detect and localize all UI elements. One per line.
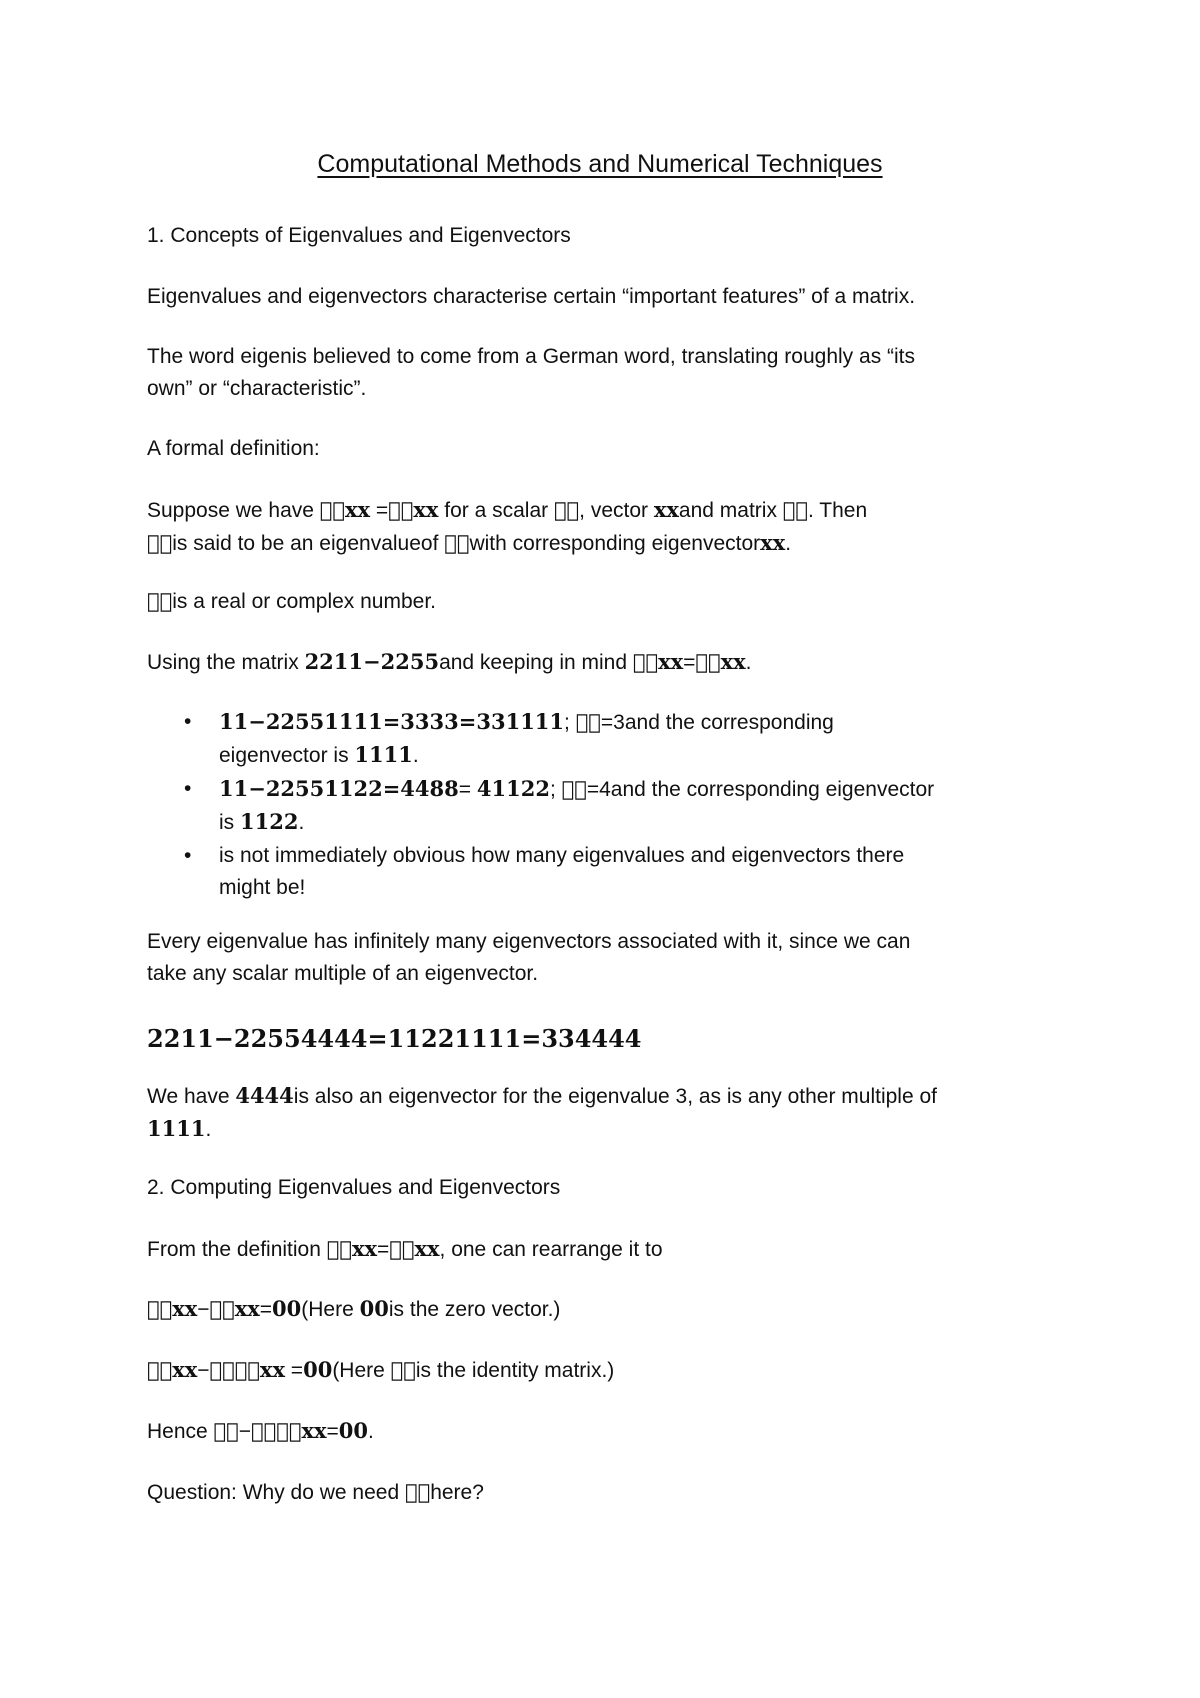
text-run: .: [412, 744, 419, 767]
infinitely-many-paragraph: [147, 926, 1067, 990]
math-expression:   xx: [632, 649, 684, 674]
list-item-line-1: is not immediately obvious how many eigenvalues and eigenvectors there: [219, 844, 905, 867]
text-run: =: [370, 499, 389, 522]
list-item-line-1: [219, 773, 1067, 806]
word-origin-line-2: own” or “characteristic”.: [147, 377, 367, 400]
text-run: is said to be an eigenvalueof: [172, 532, 445, 555]
math-expression: 00: [338, 1418, 368, 1443]
infinitely-line-1: Every eigenvalue has infinitely many eigenvectors associated with it, since we can: [147, 930, 911, 953]
math-expression:   : [553, 497, 580, 522]
math-expression: 1111: [354, 742, 413, 767]
text-run: is the zero vector.): [388, 1298, 561, 1321]
text-run: .: [785, 532, 792, 555]
math-expression:   : [561, 776, 587, 801]
text-run: −: [197, 1298, 210, 1321]
text-run: =: [377, 1238, 390, 1261]
question-paragraph: [147, 1476, 1067, 1509]
text-run: =: [326, 1420, 339, 1443]
rearrange-step-1: [147, 1293, 1067, 1326]
we-have-line-2: [147, 1113, 1067, 1146]
text-run: is also an eigenvector for the eigenvalue 3, as is any other multiple of: [293, 1085, 937, 1108]
text-run: =: [259, 1298, 273, 1321]
math-expression: 00: [359, 1296, 389, 1321]
text-run: From the definition: [147, 1238, 327, 1261]
math-expression: 1111: [147, 1116, 206, 1141]
text-run: =3and the corresponding: [600, 711, 834, 734]
definition-line-2: [147, 527, 1067, 560]
math-expression:   xx: [147, 1296, 198, 1321]
text-run: (Here: [332, 1359, 391, 1382]
text-run: here?: [430, 1481, 484, 1504]
math-expression:   xx: [319, 497, 371, 522]
text-run: Hence: [147, 1420, 214, 1443]
math-expression:   xx: [389, 1236, 440, 1261]
math-expression:   : [390, 1357, 416, 1382]
text-run: −: [238, 1420, 252, 1443]
text-run: .: [205, 1118, 212, 1141]
display-equation: 2211−22554444=11221111=334444: [147, 1024, 642, 1053]
infinitely-line-2: take any scalar multiple of an eigenvector.: [147, 962, 539, 985]
text-run: =4and the corresponding eigenvector: [586, 778, 935, 801]
definition-line-1: [147, 494, 1067, 527]
math-expression:   : [404, 1479, 431, 1504]
text-run: =: [284, 1359, 304, 1382]
math-expression:   xx: [695, 649, 746, 674]
math-expression:   xx: [147, 1357, 198, 1382]
text-run: Suppose we have: [147, 499, 320, 522]
text-run: −: [197, 1359, 210, 1382]
math-expression:   xx: [326, 1236, 378, 1261]
intro-paragraph: Eigenvalues and eigenvectors characterise certain “important features” of a matrix.: [147, 285, 916, 308]
math-expression: 11−22551122=4488: [219, 776, 459, 801]
text-run: =: [458, 778, 477, 801]
text-run: . Then: [808, 499, 868, 522]
list-item-line-2: [219, 806, 1067, 839]
bullet-icon: •: [184, 844, 192, 867]
text-run: .: [745, 651, 752, 674]
math-expression:   : [444, 530, 470, 555]
math-expression:   : [213, 1418, 239, 1443]
list-item-line-2: might be!: [219, 876, 306, 899]
text-run: eigenvector is: [219, 744, 355, 767]
rearrange-step-2: [147, 1354, 1067, 1387]
list-item-line-1: [219, 706, 1067, 739]
text-run: , vector: [579, 499, 654, 522]
math-expression:   xx: [209, 1296, 260, 1321]
we-have-paragraph: [147, 1080, 1067, 1146]
text-run: , one can rearrange it to: [439, 1238, 663, 1261]
text-run: .: [298, 811, 305, 834]
list-item-line-2: [219, 739, 1067, 772]
math-expression: 00: [272, 1296, 302, 1321]
text-run: with corresponding eigenvector: [469, 532, 761, 555]
eigen-example-list: [147, 706, 1067, 905]
word-origin-line-1: The word eigenis believed to come from a German word, translating roughly as “its: [147, 345, 916, 368]
math-expression: xx: [653, 497, 679, 522]
math-expression: 4444: [235, 1083, 294, 1108]
math-expression: 1122: [240, 809, 299, 834]
text-run: (Here: [301, 1298, 360, 1321]
section-1-heading: 1. Concepts of Eigenvalues and Eigenvectors: [147, 224, 571, 247]
list-item: [147, 706, 1067, 772]
math-expression:   xx: [388, 497, 439, 522]
math-expression:     xx: [209, 1357, 285, 1382]
text-run: Question: Why do we need: [147, 1481, 405, 1504]
definition-paragraph: [147, 494, 1067, 560]
text-run: is: [219, 811, 240, 834]
formal-definition-label: A formal definition:: [147, 437, 320, 460]
hence-paragraph: [147, 1415, 1067, 1448]
bullet-icon: •: [184, 710, 192, 733]
list-item: [147, 773, 1067, 839]
list-item: [147, 840, 1067, 904]
text-run: ;: [564, 711, 576, 734]
math-expression: 41122: [476, 776, 550, 801]
math-expression: 00: [303, 1357, 333, 1382]
we-have-line-1: [147, 1080, 1067, 1113]
word-origin-paragraph: [147, 341, 1067, 405]
bullet-icon: •: [184, 777, 192, 800]
text-run: =: [683, 651, 696, 674]
math-expression:   : [147, 588, 173, 613]
text-run: is a real or complex number.: [172, 590, 437, 613]
text-run: Using the matrix: [147, 651, 305, 674]
text-run: and keeping in mind: [439, 651, 633, 674]
text-run: is the identity matrix.): [415, 1359, 615, 1382]
document-title: Computational Methods and Numerical Techniques: [317, 150, 883, 178]
math-expression:   : [147, 530, 173, 555]
math-expression:   : [575, 709, 601, 734]
text-run: and matrix: [678, 499, 783, 522]
text-run: .: [367, 1420, 374, 1443]
math-expression: 11−22551111=3333=331111: [219, 709, 565, 734]
math-expression:   : [782, 497, 809, 522]
from-definition-paragraph: [147, 1233, 1067, 1266]
text-run: ;: [549, 778, 562, 801]
math-expression: 2211−2255: [304, 649, 440, 674]
text-run: We have: [147, 1085, 236, 1108]
using-matrix-paragraph: [147, 646, 1067, 679]
math-expression:     xx: [251, 1418, 327, 1443]
text-run: for a scalar: [438, 499, 554, 522]
math-expression: xx: [760, 530, 786, 555]
section-2-heading: 2. Computing Eigenvalues and Eigenvectors: [147, 1176, 561, 1199]
real-complex-paragraph: [147, 585, 1067, 618]
